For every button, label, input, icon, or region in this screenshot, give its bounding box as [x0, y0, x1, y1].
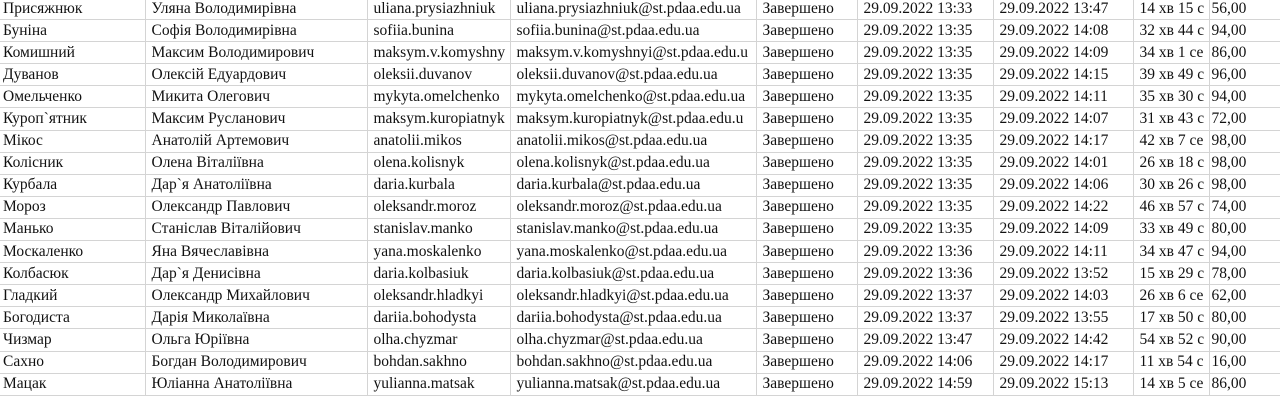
surname-cell[interactable]: Курбала: [0, 174, 145, 196]
status-cell[interactable]: Завершено: [756, 42, 857, 64]
started-cell[interactable]: 29.09.2022 13:35: [857, 64, 993, 86]
first-name-cell[interactable]: Дарія Миколаївна: [145, 307, 367, 329]
status-cell[interactable]: Завершено: [756, 86, 857, 108]
started-cell[interactable]: 29.09.2022 13:37: [857, 285, 993, 307]
table-row: [0, 351, 1280, 373]
username-cell[interactable]: sofiia.bunina: [367, 20, 510, 42]
completed-cell[interactable]: 29.09.2022 14:11: [993, 86, 1133, 108]
username-cell[interactable]: bohdan.sakhno: [367, 351, 510, 373]
table-row: [0, 307, 1280, 329]
username-cell[interactable]: uliana.prysiazhniuk: [367, 0, 510, 20]
table-row: [0, 0, 1280, 20]
surname-cell[interactable]: Колісник: [0, 152, 145, 174]
completed-cell[interactable]: 29.09.2022 14:17: [993, 351, 1133, 373]
score-cell[interactable]: 80,00: [1209, 307, 1280, 329]
score-cell[interactable]: 62,00: [1209, 285, 1280, 307]
username-cell[interactable]: oleksii.duvanov: [367, 64, 510, 86]
duration-cell[interactable]: 34 хв 1 се: [1133, 42, 1209, 64]
status-cell[interactable]: Завершено: [756, 130, 857, 152]
status-cell[interactable]: Завершено: [756, 64, 857, 86]
first-name-cell[interactable]: Олександр Михайлович: [145, 285, 367, 307]
surname-cell[interactable]: Омельченко: [0, 86, 145, 108]
first-name-cell[interactable]: Станіслав Віталійович: [145, 218, 367, 240]
started-cell[interactable]: 29.09.2022 13:35: [857, 218, 993, 240]
table-row: [0, 108, 1280, 130]
score-cell[interactable]: 98,00: [1209, 152, 1280, 174]
completed-cell[interactable]: 29.09.2022 14:06: [993, 174, 1133, 196]
table-row: [0, 64, 1280, 86]
completed-cell[interactable]: 29.09.2022 14:17: [993, 130, 1133, 152]
email-cell[interactable]: daria.kolbasiuk@st.pdaa.edu.ua: [510, 263, 756, 285]
started-cell[interactable]: 29.09.2022 14:59: [857, 373, 993, 395]
first-name-cell[interactable]: Олена Віталіївна: [145, 152, 367, 174]
completed-cell[interactable]: 29.09.2022 14:15: [993, 64, 1133, 86]
username-cell[interactable]: yulianna.matsak: [367, 373, 510, 395]
score-cell[interactable]: 96,00: [1209, 64, 1280, 86]
status-cell[interactable]: Завершено: [756, 108, 857, 130]
table-row: [0, 196, 1280, 218]
score-cell[interactable]: 80,00: [1209, 218, 1280, 240]
email-cell[interactable]: olha.chyzmar@st.pdaa.edu.ua: [510, 329, 756, 351]
duration-cell[interactable]: 14 хв 5 се: [1133, 373, 1209, 395]
username-cell[interactable]: dariia.bohodysta: [367, 307, 510, 329]
duration-cell[interactable]: 35 хв 30 с: [1133, 86, 1209, 108]
first-name-cell[interactable]: Ольга Юріївна: [145, 329, 367, 351]
started-cell[interactable]: 29.09.2022 13:37: [857, 307, 993, 329]
status-cell[interactable]: Завершено: [756, 373, 857, 395]
surname-cell[interactable]: Москаленко: [0, 241, 145, 263]
completed-cell[interactable]: 29.09.2022 13:55: [993, 307, 1133, 329]
status-cell[interactable]: Завершено: [756, 263, 857, 285]
duration-cell[interactable]: 26 хв 6 се: [1133, 285, 1209, 307]
score-cell[interactable]: 90,00: [1209, 329, 1280, 351]
duration-cell[interactable]: 42 хв 7 се: [1133, 130, 1209, 152]
email-cell[interactable]: sofiia.bunina@st.pdaa.edu.ua: [510, 20, 756, 42]
username-cell[interactable]: maksym.kuropiatnyk: [367, 108, 510, 130]
first-name-cell[interactable]: Максим Володимирович: [145, 42, 367, 64]
email-cell[interactable]: dariia.bohodysta@st.pdaa.edu.ua: [510, 307, 756, 329]
score-cell[interactable]: 56,00: [1209, 0, 1280, 20]
score-cell[interactable]: 94,00: [1209, 20, 1280, 42]
surname-cell[interactable]: Гладкий: [0, 285, 145, 307]
table-row: [0, 241, 1280, 263]
first-name-cell[interactable]: Богдан Володимирович: [145, 351, 367, 373]
started-cell[interactable]: 29.09.2022 13:35: [857, 196, 993, 218]
username-cell[interactable]: yana.moskalenko: [367, 241, 510, 263]
username-cell[interactable]: anatolii.mikos: [367, 130, 510, 152]
duration-cell[interactable]: 26 хв 18 с: [1133, 152, 1209, 174]
duration-cell[interactable]: 17 хв 50 с: [1133, 307, 1209, 329]
score-cell[interactable]: 94,00: [1209, 86, 1280, 108]
score-cell[interactable]: 72,00: [1209, 108, 1280, 130]
username-cell[interactable]: stanislav.manko: [367, 218, 510, 240]
duration-cell[interactable]: 15 хв 29 с: [1133, 263, 1209, 285]
username-cell[interactable]: daria.kurbala: [367, 174, 510, 196]
first-name-cell[interactable]: Дар`я Денисівна: [145, 263, 367, 285]
score-cell[interactable]: 86,00: [1209, 373, 1280, 395]
score-cell[interactable]: 16,00: [1209, 351, 1280, 373]
started-cell[interactable]: 29.09.2022 13:47: [857, 329, 993, 351]
duration-cell[interactable]: 11 хв 54 с: [1133, 351, 1209, 373]
table-row: [0, 174, 1280, 196]
email-cell[interactable]: yulianna.matsak@st.pdaa.edu.ua: [510, 373, 756, 395]
status-cell[interactable]: Завершено: [756, 196, 857, 218]
started-cell[interactable]: 29.09.2022 13:35: [857, 20, 993, 42]
completed-cell[interactable]: 29.09.2022 14:42: [993, 329, 1133, 351]
score-cell[interactable]: 98,00: [1209, 130, 1280, 152]
first-name-cell[interactable]: Софія Володимирівна: [145, 20, 367, 42]
completed-cell[interactable]: 29.09.2022 14:22: [993, 196, 1133, 218]
status-cell[interactable]: Завершено: [756, 20, 857, 42]
completed-cell[interactable]: 29.09.2022 13:47: [993, 0, 1133, 20]
email-cell[interactable]: oleksandr.moroz@st.pdaa.edu.ua: [510, 196, 756, 218]
started-cell[interactable]: 29.09.2022 13:35: [857, 108, 993, 130]
score-cell[interactable]: 78,00: [1209, 263, 1280, 285]
email-cell[interactable]: anatolii.mikos@st.pdaa.edu.ua: [510, 130, 756, 152]
duration-cell[interactable]: 34 хв 47 с: [1133, 241, 1209, 263]
first-name-cell[interactable]: Олександр Павлович: [145, 196, 367, 218]
surname-cell[interactable]: Сахно: [0, 351, 145, 373]
email-cell[interactable]: oleksandr.hladkyi@st.pdaa.edu.ua: [510, 285, 756, 307]
started-cell[interactable]: 29.09.2022 13:35: [857, 42, 993, 64]
score-cell[interactable]: 94,00: [1209, 241, 1280, 263]
status-cell[interactable]: Завершено: [756, 329, 857, 351]
duration-cell[interactable]: 32 хв 44 с: [1133, 20, 1209, 42]
username-cell[interactable]: daria.kolbasiuk: [367, 263, 510, 285]
surname-cell[interactable]: Колбасюк: [0, 263, 145, 285]
completed-cell[interactable]: 29.09.2022 14:01: [993, 152, 1133, 174]
table-row: [0, 86, 1280, 108]
completed-cell[interactable]: 29.09.2022 13:52: [993, 263, 1133, 285]
table-row: [0, 152, 1280, 174]
duration-cell[interactable]: 30 хв 26 с: [1133, 174, 1209, 196]
surname-cell[interactable]: Богодиста: [0, 307, 145, 329]
status-cell[interactable]: Завершено: [756, 218, 857, 240]
surname-cell[interactable]: Манько: [0, 218, 145, 240]
duration-cell[interactable]: 54 хв 52 с: [1133, 329, 1209, 351]
status-cell[interactable]: Завершено: [756, 285, 857, 307]
first-name-cell[interactable]: Юліанна Анатоліївна: [145, 373, 367, 395]
completed-cell[interactable]: 29.09.2022 14:09: [993, 218, 1133, 240]
email-cell[interactable]: maksym.v.komyshnyi@st.pdaa.edu.u: [510, 42, 756, 64]
status-cell[interactable]: Завершено: [756, 307, 857, 329]
first-name-cell[interactable]: Яна Вячеславівна: [145, 241, 367, 263]
completed-cell[interactable]: 29.09.2022 14:08: [993, 20, 1133, 42]
surname-cell[interactable]: Комишний: [0, 42, 145, 64]
completed-cell[interactable]: 29.09.2022 14:11: [993, 241, 1133, 263]
email-cell[interactable]: uliana.prysiazhniuk@st.pdaa.edu.ua: [510, 0, 756, 20]
surname-cell[interactable]: Мороз: [0, 196, 145, 218]
score-cell[interactable]: 86,00: [1209, 42, 1280, 64]
table-row: [0, 218, 1280, 240]
started-cell[interactable]: 29.09.2022 13:36: [857, 241, 993, 263]
first-name-cell[interactable]: Микита Олегович: [145, 86, 367, 108]
score-cell[interactable]: 74,00: [1209, 196, 1280, 218]
completed-cell[interactable]: 29.09.2022 14:03: [993, 285, 1133, 307]
surname-cell[interactable]: Присяжнюк: [0, 0, 145, 20]
surname-cell[interactable]: Чизмар: [0, 329, 145, 351]
duration-cell[interactable]: 14 хв 15 с: [1133, 0, 1209, 20]
email-cell[interactable]: mykyta.omelchenko@st.pdaa.edu.ua: [510, 86, 756, 108]
surname-cell[interactable]: Буніна: [0, 20, 145, 42]
first-name-cell[interactable]: Максим Русланович: [145, 108, 367, 130]
first-name-cell[interactable]: Уляна Володимирівна: [145, 0, 367, 20]
email-cell[interactable]: maksym.kuropiatnyk@st.pdaa.edu.u: [510, 108, 756, 130]
first-name-cell[interactable]: Анатолій Артемович: [145, 130, 367, 152]
duration-cell[interactable]: 39 хв 49 с: [1133, 64, 1209, 86]
username-cell[interactable]: olha.chyzmar: [367, 329, 510, 351]
first-name-cell[interactable]: Дар`я Анатоліївна: [145, 174, 367, 196]
started-cell[interactable]: 29.09.2022 13:35: [857, 174, 993, 196]
started-cell[interactable]: 29.09.2022 13:33: [857, 0, 993, 20]
table-row: [0, 373, 1280, 395]
completed-cell[interactable]: 29.09.2022 15:13: [993, 373, 1133, 395]
email-cell[interactable]: stanislav.manko@st.pdaa.edu.ua: [510, 218, 756, 240]
email-cell[interactable]: yana.moskalenko@st.pdaa.edu.ua: [510, 241, 756, 263]
started-cell[interactable]: 29.09.2022 13:35: [857, 130, 993, 152]
status-cell[interactable]: Завершено: [756, 351, 857, 373]
username-cell[interactable]: oleksandr.moroz: [367, 196, 510, 218]
table-row: [0, 20, 1280, 42]
completed-cell[interactable]: 29.09.2022 14:09: [993, 42, 1133, 64]
table-row: [0, 329, 1280, 351]
username-cell[interactable]: maksym.v.komyshny: [367, 42, 510, 64]
table-row: [0, 130, 1280, 152]
username-cell[interactable]: mykyta.omelchenko: [367, 86, 510, 108]
email-cell[interactable]: daria.kurbala@st.pdaa.edu.ua: [510, 174, 756, 196]
table-row: [0, 263, 1280, 285]
started-cell[interactable]: 29.09.2022 13:35: [857, 86, 993, 108]
email-cell[interactable]: bohdan.sakhno@st.pdaa.edu.ua: [510, 351, 756, 373]
duration-cell[interactable]: 46 хв 57 с: [1133, 196, 1209, 218]
status-cell[interactable]: Завершено: [756, 241, 857, 263]
score-cell[interactable]: 98,00: [1209, 174, 1280, 196]
started-cell[interactable]: 29.09.2022 13:35: [857, 152, 993, 174]
email-cell[interactable]: olena.kolisnyk@st.pdaa.edu.ua: [510, 152, 756, 174]
username-cell[interactable]: oleksandr.hladkyi: [367, 285, 510, 307]
started-cell[interactable]: 29.09.2022 14:06: [857, 351, 993, 373]
duration-cell[interactable]: 31 хв 43 с: [1133, 108, 1209, 130]
surname-cell[interactable]: Куроп`ятник: [0, 108, 145, 130]
status-cell[interactable]: Завершено: [756, 152, 857, 174]
table-row: [0, 42, 1280, 64]
username-cell[interactable]: olena.kolisnyk: [367, 152, 510, 174]
first-name-cell[interactable]: Олексій Едуардович: [145, 64, 367, 86]
duration-cell[interactable]: 33 хв 49 с: [1133, 218, 1209, 240]
email-cell[interactable]: oleksii.duvanov@st.pdaa.edu.ua: [510, 64, 756, 86]
completed-cell[interactable]: 29.09.2022 14:07: [993, 108, 1133, 130]
status-cell[interactable]: Завершено: [756, 174, 857, 196]
table-row: [0, 285, 1280, 307]
started-cell[interactable]: 29.09.2022 13:36: [857, 263, 993, 285]
surname-cell[interactable]: Мікос: [0, 130, 145, 152]
surname-cell[interactable]: Мацак: [0, 373, 145, 395]
status-cell[interactable]: Завершено: [756, 0, 857, 20]
surname-cell[interactable]: Дуванов: [0, 64, 145, 86]
